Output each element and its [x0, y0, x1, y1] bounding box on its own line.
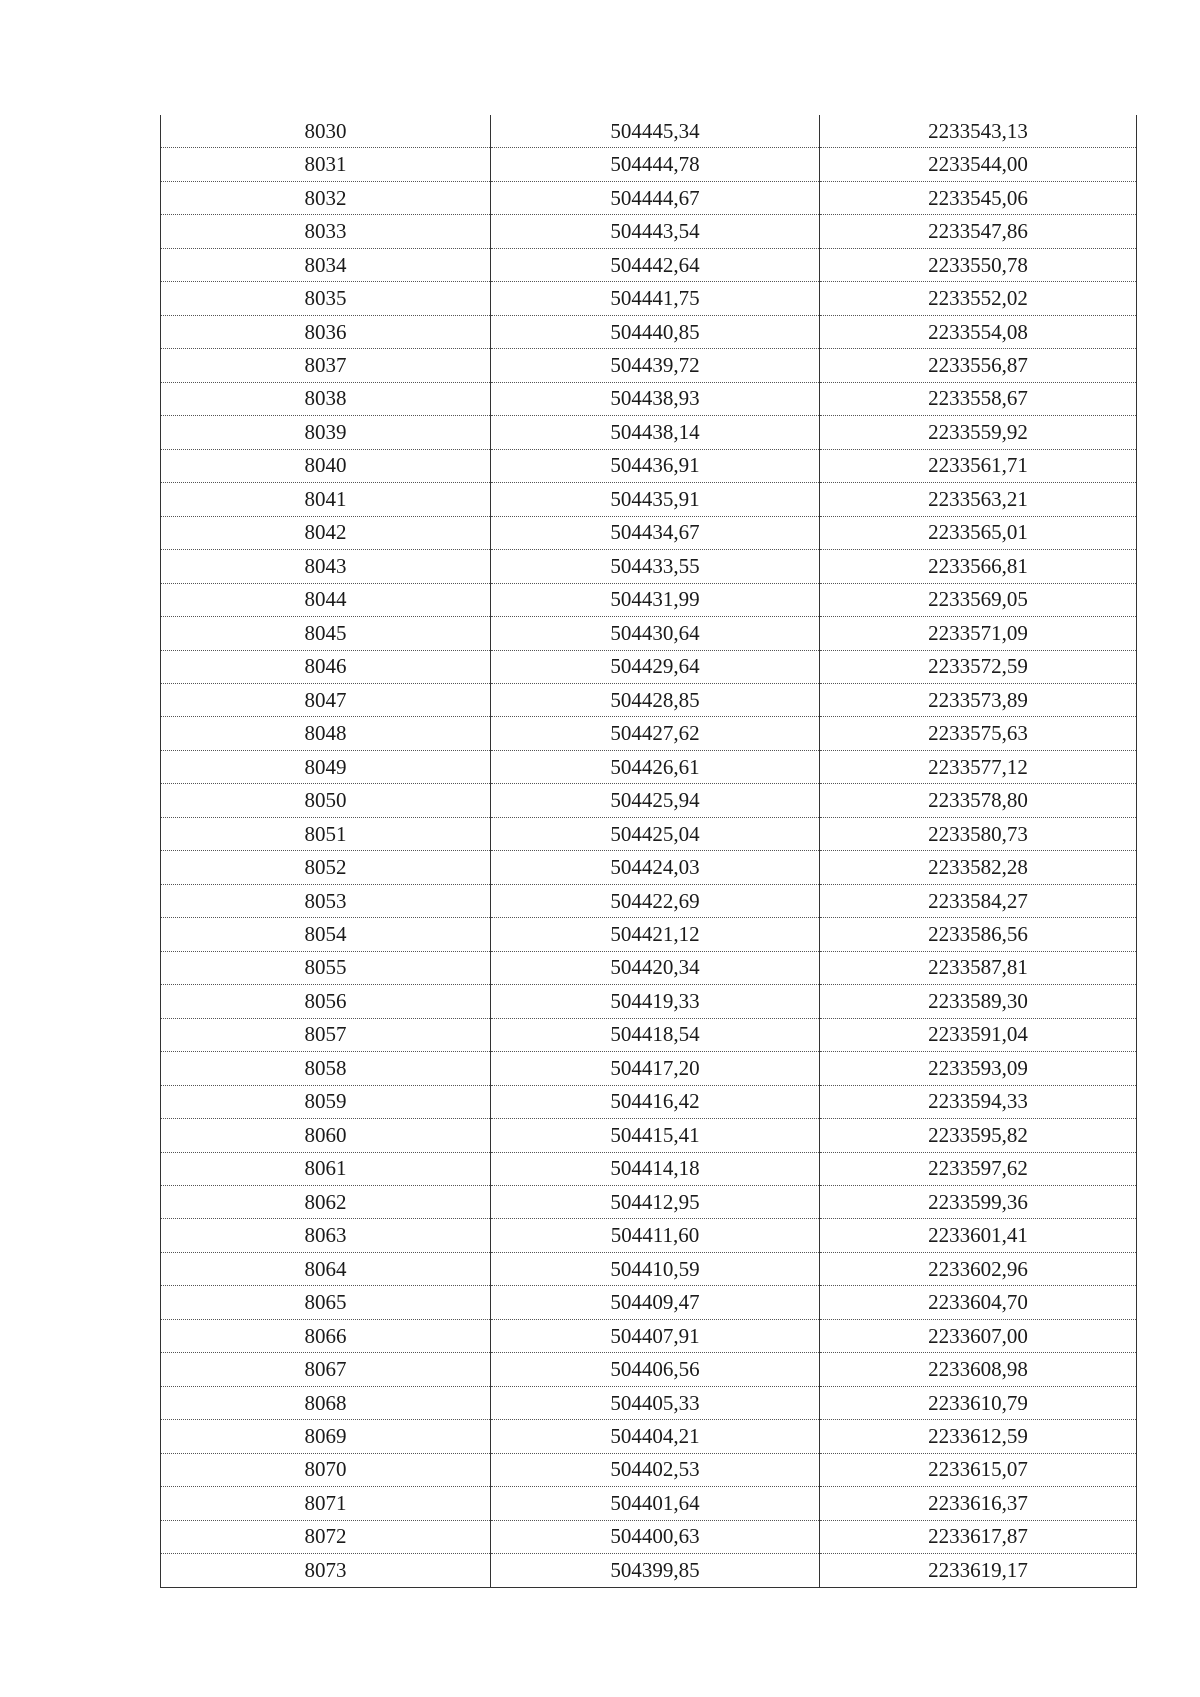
y-coordinate-cell: 2233591,04 — [820, 1018, 1137, 1051]
x-coordinate-cell: 504420,34 — [491, 951, 820, 984]
point-number-cell: 8057 — [161, 1018, 491, 1051]
table-row — [161, 215, 1137, 248]
x-coordinate-cell: 504442,64 — [491, 248, 820, 281]
y-coordinate-cell: 2233607,00 — [820, 1319, 1137, 1352]
point-number-cell: 8030 — [161, 115, 491, 148]
point-number-cell: 8037 — [161, 349, 491, 382]
x-coordinate-cell: 504427,62 — [491, 717, 820, 750]
y-coordinate-cell: 2233578,80 — [820, 784, 1137, 817]
x-coordinate-cell: 504428,85 — [491, 683, 820, 716]
y-coordinate-cell: 2233610,79 — [820, 1386, 1137, 1419]
point-number-cell: 8042 — [161, 516, 491, 549]
table-row — [161, 583, 1137, 616]
point-number-cell: 8052 — [161, 851, 491, 884]
x-coordinate-cell: 504407,91 — [491, 1319, 820, 1352]
table-row — [161, 817, 1137, 850]
point-number-cell: 8053 — [161, 884, 491, 917]
y-coordinate-cell: 2233599,36 — [820, 1186, 1137, 1219]
table-row — [161, 851, 1137, 884]
point-number-cell: 8067 — [161, 1353, 491, 1386]
x-coordinate-cell: 504439,72 — [491, 349, 820, 382]
y-coordinate-cell: 2233558,67 — [820, 382, 1137, 415]
x-coordinate-cell: 504418,54 — [491, 1018, 820, 1051]
y-coordinate-cell: 2233544,00 — [820, 148, 1137, 181]
point-number-cell: 8038 — [161, 382, 491, 415]
y-coordinate-cell: 2233597,62 — [820, 1152, 1137, 1185]
x-coordinate-cell: 504445,34 — [491, 115, 820, 148]
x-coordinate-cell: 504422,69 — [491, 884, 820, 917]
y-coordinate-cell: 2233559,92 — [820, 416, 1137, 449]
point-number-cell: 8045 — [161, 617, 491, 650]
y-coordinate-cell: 2233594,33 — [820, 1085, 1137, 1118]
table-row — [161, 1119, 1137, 1152]
table-row — [161, 282, 1137, 315]
y-coordinate-cell: 2233584,27 — [820, 884, 1137, 917]
x-coordinate-cell: 504419,33 — [491, 985, 820, 1018]
x-coordinate-cell: 504444,67 — [491, 181, 820, 214]
table-row — [161, 483, 1137, 516]
x-coordinate-cell: 504410,59 — [491, 1252, 820, 1285]
point-number-cell: 8031 — [161, 148, 491, 181]
y-coordinate-cell: 2233608,98 — [820, 1353, 1137, 1386]
x-coordinate-cell: 504416,42 — [491, 1085, 820, 1118]
table-row — [161, 1252, 1137, 1285]
x-coordinate-cell: 504433,55 — [491, 550, 820, 583]
table-row — [161, 784, 1137, 817]
y-coordinate-cell: 2233569,05 — [820, 583, 1137, 616]
y-coordinate-cell: 2233602,96 — [820, 1252, 1137, 1285]
point-number-cell: 8032 — [161, 181, 491, 214]
x-coordinate-cell: 504412,95 — [491, 1186, 820, 1219]
x-coordinate-cell: 504414,18 — [491, 1152, 820, 1185]
point-number-cell: 8054 — [161, 918, 491, 951]
table-row — [161, 1520, 1137, 1553]
table-row — [161, 1186, 1137, 1219]
table-row — [161, 181, 1137, 214]
table-row — [161, 750, 1137, 783]
y-coordinate-cell: 2233589,30 — [820, 985, 1137, 1018]
point-number-cell: 8048 — [161, 717, 491, 750]
y-coordinate-cell: 2233561,71 — [820, 449, 1137, 482]
point-number-cell: 8051 — [161, 817, 491, 850]
x-coordinate-cell: 504444,78 — [491, 148, 820, 181]
point-number-cell: 8041 — [161, 483, 491, 516]
point-number-cell: 8056 — [161, 985, 491, 1018]
x-coordinate-cell: 504401,64 — [491, 1487, 820, 1520]
y-coordinate-cell: 2233573,89 — [820, 683, 1137, 716]
x-coordinate-cell: 504425,04 — [491, 817, 820, 850]
x-coordinate-cell: 504402,53 — [491, 1453, 820, 1486]
x-coordinate-cell: 504404,21 — [491, 1420, 820, 1453]
y-coordinate-cell: 2233547,86 — [820, 215, 1137, 248]
point-number-cell: 8033 — [161, 215, 491, 248]
x-coordinate-cell: 504399,85 — [491, 1554, 820, 1587]
table-row — [161, 248, 1137, 281]
point-number-cell: 8039 — [161, 416, 491, 449]
x-coordinate-cell: 504424,03 — [491, 851, 820, 884]
point-number-cell: 8071 — [161, 1487, 491, 1520]
x-coordinate-cell: 504430,64 — [491, 617, 820, 650]
table-row — [161, 1319, 1137, 1352]
point-number-cell: 8060 — [161, 1119, 491, 1152]
table-row — [161, 1453, 1137, 1486]
y-coordinate-cell: 2233612,59 — [820, 1420, 1137, 1453]
point-number-cell: 8061 — [161, 1152, 491, 1185]
x-coordinate-cell: 504434,67 — [491, 516, 820, 549]
x-coordinate-cell: 504436,91 — [491, 449, 820, 482]
point-number-cell: 8062 — [161, 1186, 491, 1219]
point-number-cell: 8065 — [161, 1286, 491, 1319]
y-coordinate-cell: 2233572,59 — [820, 650, 1137, 683]
table-row — [161, 683, 1137, 716]
table-row — [161, 717, 1137, 750]
table-row — [161, 315, 1137, 348]
y-coordinate-cell: 2233601,41 — [820, 1219, 1137, 1252]
point-number-cell: 8064 — [161, 1252, 491, 1285]
table-row — [161, 1386, 1137, 1419]
point-number-cell: 8072 — [161, 1520, 491, 1553]
point-number-cell: 8070 — [161, 1453, 491, 1486]
coordinates-table-body — [161, 115, 1137, 1587]
y-coordinate-cell: 2233616,37 — [820, 1487, 1137, 1520]
table-row — [161, 1219, 1137, 1252]
point-number-cell: 8035 — [161, 282, 491, 315]
x-coordinate-cell: 504441,75 — [491, 282, 820, 315]
table-row — [161, 349, 1137, 382]
table-row — [161, 650, 1137, 683]
table-row — [161, 382, 1137, 415]
x-coordinate-cell: 504421,12 — [491, 918, 820, 951]
x-coordinate-cell: 504425,94 — [491, 784, 820, 817]
x-coordinate-cell: 504406,56 — [491, 1353, 820, 1386]
point-number-cell: 8068 — [161, 1386, 491, 1419]
y-coordinate-cell: 2233617,87 — [820, 1520, 1137, 1553]
y-coordinate-cell: 2233619,17 — [820, 1554, 1137, 1587]
x-coordinate-cell: 504426,61 — [491, 750, 820, 783]
table-row — [161, 951, 1137, 984]
y-coordinate-cell: 2233593,09 — [820, 1052, 1137, 1085]
y-coordinate-cell: 2233575,63 — [820, 717, 1137, 750]
y-coordinate-cell: 2233565,01 — [820, 516, 1137, 549]
x-coordinate-cell: 504440,85 — [491, 315, 820, 348]
y-coordinate-cell: 2233543,13 — [820, 115, 1137, 148]
x-coordinate-cell: 504438,93 — [491, 382, 820, 415]
point-number-cell: 8040 — [161, 449, 491, 482]
table-row — [161, 416, 1137, 449]
point-number-cell: 8044 — [161, 583, 491, 616]
table-row — [161, 1052, 1137, 1085]
point-number-cell: 8047 — [161, 683, 491, 716]
x-coordinate-cell: 504405,33 — [491, 1386, 820, 1419]
point-number-cell: 8066 — [161, 1319, 491, 1352]
x-coordinate-cell: 504409,47 — [491, 1286, 820, 1319]
table-row — [161, 449, 1137, 482]
table-row — [161, 1353, 1137, 1386]
y-coordinate-cell: 2233566,81 — [820, 550, 1137, 583]
point-number-cell: 8069 — [161, 1420, 491, 1453]
x-coordinate-cell: 504400,63 — [491, 1520, 820, 1553]
point-number-cell: 8059 — [161, 1085, 491, 1118]
point-number-cell: 8049 — [161, 750, 491, 783]
table-row — [161, 550, 1137, 583]
table-row — [161, 1554, 1137, 1587]
y-coordinate-cell: 2233577,12 — [820, 750, 1137, 783]
x-coordinate-cell: 504415,41 — [491, 1119, 820, 1152]
point-number-cell: 8043 — [161, 550, 491, 583]
y-coordinate-cell: 2233604,70 — [820, 1286, 1137, 1319]
table-row — [161, 884, 1137, 917]
point-number-cell: 8058 — [161, 1052, 491, 1085]
y-coordinate-cell: 2233556,87 — [820, 349, 1137, 382]
x-coordinate-cell: 504417,20 — [491, 1052, 820, 1085]
point-number-cell: 8055 — [161, 951, 491, 984]
table-row — [161, 617, 1137, 650]
point-number-cell: 8034 — [161, 248, 491, 281]
point-number-cell: 8063 — [161, 1219, 491, 1252]
table-row — [161, 115, 1137, 148]
y-coordinate-cell: 2233563,21 — [820, 483, 1137, 516]
table-row — [161, 1420, 1137, 1453]
table-row — [161, 516, 1137, 549]
table-row — [161, 1018, 1137, 1051]
coordinates-table — [160, 115, 1137, 1588]
point-number-cell: 8073 — [161, 1554, 491, 1587]
table-row — [161, 918, 1137, 951]
point-number-cell: 8046 — [161, 650, 491, 683]
table-row — [161, 1487, 1137, 1520]
point-number-cell: 8050 — [161, 784, 491, 817]
x-coordinate-cell: 504443,54 — [491, 215, 820, 248]
x-coordinate-cell: 504431,99 — [491, 583, 820, 616]
x-coordinate-cell: 504411,60 — [491, 1219, 820, 1252]
x-coordinate-cell: 504435,91 — [491, 483, 820, 516]
y-coordinate-cell: 2233586,56 — [820, 918, 1137, 951]
x-coordinate-cell: 504438,14 — [491, 416, 820, 449]
x-coordinate-cell: 504429,64 — [491, 650, 820, 683]
y-coordinate-cell: 2233571,09 — [820, 617, 1137, 650]
table-row — [161, 148, 1137, 181]
y-coordinate-cell: 2233545,06 — [820, 181, 1137, 214]
y-coordinate-cell: 2233587,81 — [820, 951, 1137, 984]
y-coordinate-cell: 2233550,78 — [820, 248, 1137, 281]
y-coordinate-cell: 2233580,73 — [820, 817, 1137, 850]
y-coordinate-cell: 2233582,28 — [820, 851, 1137, 884]
y-coordinate-cell: 2233554,08 — [820, 315, 1137, 348]
table-row — [161, 1085, 1137, 1118]
y-coordinate-cell: 2233552,02 — [820, 282, 1137, 315]
y-coordinate-cell: 2233615,07 — [820, 1453, 1137, 1486]
point-number-cell: 8036 — [161, 315, 491, 348]
table-row — [161, 985, 1137, 1018]
table-row — [161, 1152, 1137, 1185]
y-coordinate-cell: 2233595,82 — [820, 1119, 1137, 1152]
table-row — [161, 1286, 1137, 1319]
